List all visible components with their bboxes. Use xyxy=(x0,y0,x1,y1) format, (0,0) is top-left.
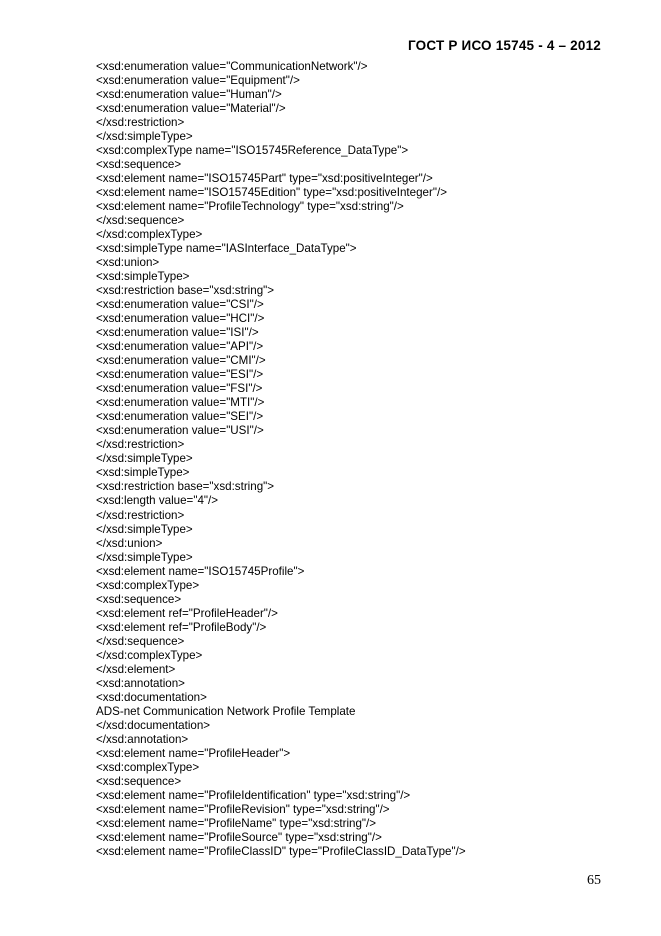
code-line: <xsd:element name="ISO15745Profile"> xyxy=(96,564,305,578)
code-line: <xsd:sequence> xyxy=(96,158,182,172)
code-line: <xsd:documentation> xyxy=(96,690,207,704)
code-line: <xsd:element name="ProfileSource" type="xsd:string"/> xyxy=(96,830,382,844)
code-line: <xsd:element name="ISO15745Edition" type="xsd:positiveInteger"/> xyxy=(96,186,447,200)
code-line: </xsd:simpleType> xyxy=(96,550,193,564)
code-line: </xsd:simpleType> xyxy=(96,452,193,466)
code-line: <xsd:enumeration value="Material"/> xyxy=(96,102,286,116)
code-line: <xsd:enumeration value="USI"/> xyxy=(96,424,264,438)
code-line: <xsd:complexType name="ISO15745Reference_DataType"> xyxy=(96,144,409,158)
code-line: <xsd:element ref="ProfileBody"/> xyxy=(96,620,267,634)
code-line: </xsd:union> xyxy=(96,536,163,550)
code-line: <xsd:sequence> xyxy=(96,774,182,788)
code-line: <xsd:simpleType> xyxy=(96,270,190,284)
code-line: <xsd:annotation> xyxy=(96,676,185,690)
code-line: </xsd:sequence> xyxy=(96,214,185,228)
code-line: <xsd:element name="ProfileRevision" type="xsd:string"/> xyxy=(96,802,390,816)
code-line: </xsd:restriction> xyxy=(96,438,185,452)
code-line: <xsd:union> xyxy=(96,256,160,270)
code-line: </xsd:annotation> xyxy=(96,732,189,746)
code-line: <xsd:enumeration value="CMI"/> xyxy=(96,354,266,368)
code-line: <xsd:complexType> xyxy=(96,578,200,592)
code-line: <xsd:element name="ProfileClassID" type="ProfileClassID_DataType"/> xyxy=(96,844,466,858)
code-line: </xsd:restriction> xyxy=(96,116,185,130)
code-line: <xsd:enumeration value="MTI"/> xyxy=(96,396,265,410)
code-line: <xsd:enumeration value="CommunicationNetwork"/> xyxy=(96,60,368,73)
xsd-code-listing xyxy=(96,60,466,859)
code-line: <xsd:enumeration value="FSI"/> xyxy=(96,382,263,396)
page-number: 65 xyxy=(587,873,601,888)
code-line: <xsd:enumeration value="SEI"/> xyxy=(96,410,264,424)
code-line: <xsd:sequence> xyxy=(96,592,182,606)
code-line: <xsd:enumeration value="Equipment"/> xyxy=(96,74,300,88)
code-line: ADS-net Communication Network Profile Template xyxy=(96,704,356,718)
code-line: <xsd:element name="ISO15745Part" type="xsd:positiveInteger"/> xyxy=(96,172,433,186)
code-line: <xsd:enumeration value="CSI"/> xyxy=(96,298,264,312)
page-header-title: ГОСТ Р ИСО 15745 - 4 – 2012 xyxy=(408,38,601,53)
code-line: <xsd:restriction base="xsd:string"> xyxy=(96,284,275,298)
code-line: <xsd:element ref="ProfileHeader"/> xyxy=(96,606,278,620)
code-line: </xsd:complexType> xyxy=(96,648,203,662)
code-line: </xsd:simpleType> xyxy=(96,130,193,144)
code-line: </xsd:complexType> xyxy=(96,228,203,242)
code-line: <xsd:enumeration value="ESI"/> xyxy=(96,368,264,382)
code-line: <xsd:length value="4"/> xyxy=(96,494,219,508)
code-line: </xsd:restriction> xyxy=(96,508,185,522)
code-line: <xsd:element name="ProfileIdentification" type="xsd:string"/> xyxy=(96,788,411,802)
code-line: <xsd:element name="ProfileName" type="xsd:string"/> xyxy=(96,816,377,830)
code-line: </xsd:sequence> xyxy=(96,634,185,648)
code-line: <xsd:enumeration value="API"/> xyxy=(96,340,264,354)
code-line: </xsd:simpleType> xyxy=(96,522,193,536)
code-line: <xsd:simpleType> xyxy=(96,466,190,480)
code-line: <xsd:element name="ProfileHeader"> xyxy=(96,746,291,760)
code-line: <xsd:complexType> xyxy=(96,760,200,774)
code-line: </xsd:element> xyxy=(96,662,176,676)
code-line: <xsd:enumeration value="HCI"/> xyxy=(96,312,265,326)
code-line: </xsd:documentation> xyxy=(96,718,211,732)
code-line: <xsd:simpleType name="IASInterface_DataType"> xyxy=(96,242,357,256)
code-line: <xsd:enumeration value="ISI"/> xyxy=(96,326,259,340)
code-line: <xsd:restriction base="xsd:string"> xyxy=(96,480,275,494)
code-line: <xsd:element name="ProfileTechnology" type="xsd:string"/> xyxy=(96,200,404,214)
code-line: <xsd:enumeration value="Human"/> xyxy=(96,88,282,102)
